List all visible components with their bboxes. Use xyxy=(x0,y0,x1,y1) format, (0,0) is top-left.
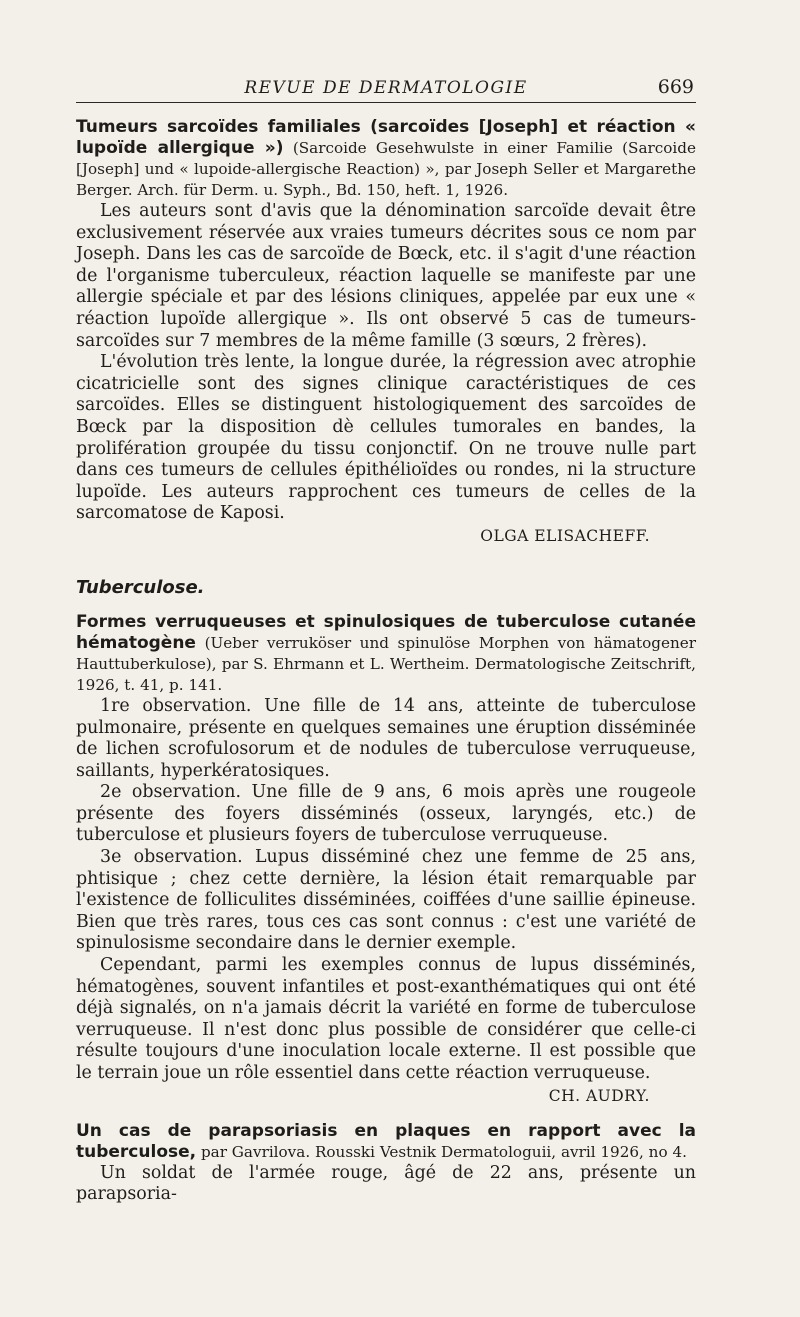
entry-2-paragraph-4: Cependant, parmi les exemples connus de lupus disséminés, hématogènes, souvent infantiles et post-exanthématiques qui ont été déjà signalés, on n'a jamais décrit la variété en forme de tuberculose verruqueuse. Il n'est donc plus possible de considérer que celle-ci résulte toujours d'une inoculation locale externe. Il est possible que le terrain joue un rôle essentiel dans cette réaction verruqueuse. xyxy=(76,955,696,1083)
entry-3-title: Un cas de parapsoriasis en plaques en rapport avec la tuberculose, xyxy=(76,1120,696,1162)
entry-1-reference: (Sarcoide Gesehwulste in einer Familie (Sarcoide [Joseph] und « lupoide-allergische Reaction) », par Joseph Seller et Margarethe Berger. Arch. für Derm. u. Syph., Bd. 150, heft. 1, 1926. xyxy=(76,139,696,199)
entry-2-heading xyxy=(76,612,696,696)
page-header xyxy=(76,72,696,103)
entry-2-paragraph-2: 2e observation. Une fille de 9 ans, 6 mois après une rougeole présente des foyers disséminés (osseux, laryngés, etc.) de tuberculose et plusieurs foyers de tuberculose verruqueuse. xyxy=(76,782,696,846)
running-title: REVUE DE DERMATOLOGIE xyxy=(244,78,528,98)
entry-1-title: Tumeurs sarcoïdes familiales (sarcoïdes [Joseph] et réaction « lupoïde allergique ») xyxy=(76,117,696,158)
entry-1-paragraph-2: L'évolution très lente, la longue durée, la régression avec atrophie cicatricielle sont des signes clinique caractéristiques de ces sarcoïdes. Elles se distinguent histologiquement des sarcoïdes de Bœck par la disposition dè cellules tumorales en bandes, la prolifération groupée du tissu conjonctif. On ne trouve nulle part dans ces tumeurs de cellules épithélioïdes ou rondes, ni la structure lupoïde. Les auteurs rapprochent ces tumeurs de celles de la sarcomatose de Kaposi. xyxy=(76,352,696,524)
spacer xyxy=(76,1107,696,1121)
page-number: 669 xyxy=(657,76,694,98)
entry-3-heading xyxy=(76,1121,696,1163)
entry-3-paragraph-1: Un soldat de l'armée rouge, âgé de 22 ans, présente un parapsoria- xyxy=(76,1162,696,1205)
entry-2-paragraph-1: 1re observation. Une fille de 14 ans, atteinte de tuberculose pulmonaire, présente en quelques semaines une éruption disséminée de lichen scrofulosorum et de nodules de tuberculose verruqueuse, saillants, hyperkératosiques. xyxy=(76,695,696,781)
section-title: Tuberculose. xyxy=(76,576,205,598)
entry-2-reference: (Ueber verruköser und spinulöse Morphen von hämatogener Hauttuberkulose), par S. Ehrmann et L. Wertheim. Dermatologische Zeitschrift, 1926, t. 41, p. 141. xyxy=(76,633,697,694)
entry-1-paragraph-1: Les auteurs sont d'avis que la dénomination sarcoïde devait être exclusivement réservée aux vraies tumeurs décrites sous ce nom par Joseph. Dans les cas de sarcoïde de Bœck, etc. il s'agit d'une réaction de l'organisme tuberculeux, réaction laquelle se manifeste par une allergie spéciale et par des lésions cliniques, appelée par eux une « réaction lupoïde allergique ». Ils ont observé 5 cas de tumeurs-sarcoïdes sur 7 membres de la même famille (3 sœurs, 2 frères). xyxy=(76,201,696,351)
entry-2-paragraph-3: 3e observation. Lupus disséminé chez une femme de 25 ans, phtisique ; chez cette dernière, la lésion était remarquable par l'existence de folliculites disséminées, coiffées d'une saillie épineuse. Bien que très rares, tous ces cas sont connus : c'est une variété de spinulosisme secondaire dans le dernier exemple. xyxy=(76,847,696,954)
document-page xyxy=(76,72,696,1206)
entry-2-title: Formes verruqueuses et spinulosiques de tuberculose cutanée hématogène xyxy=(76,611,696,653)
entry-1-heading xyxy=(76,117,696,201)
entry-1-signature: OLGA ELISACHEFF. xyxy=(480,526,650,545)
entry-3-reference: par Gavrilova. Rousski Vestnik Dermatologuii, avril 1926, no 4. xyxy=(200,1142,687,1161)
page-content xyxy=(76,117,696,1206)
entry-2-signature: CH. AUDRY. xyxy=(548,1086,650,1105)
